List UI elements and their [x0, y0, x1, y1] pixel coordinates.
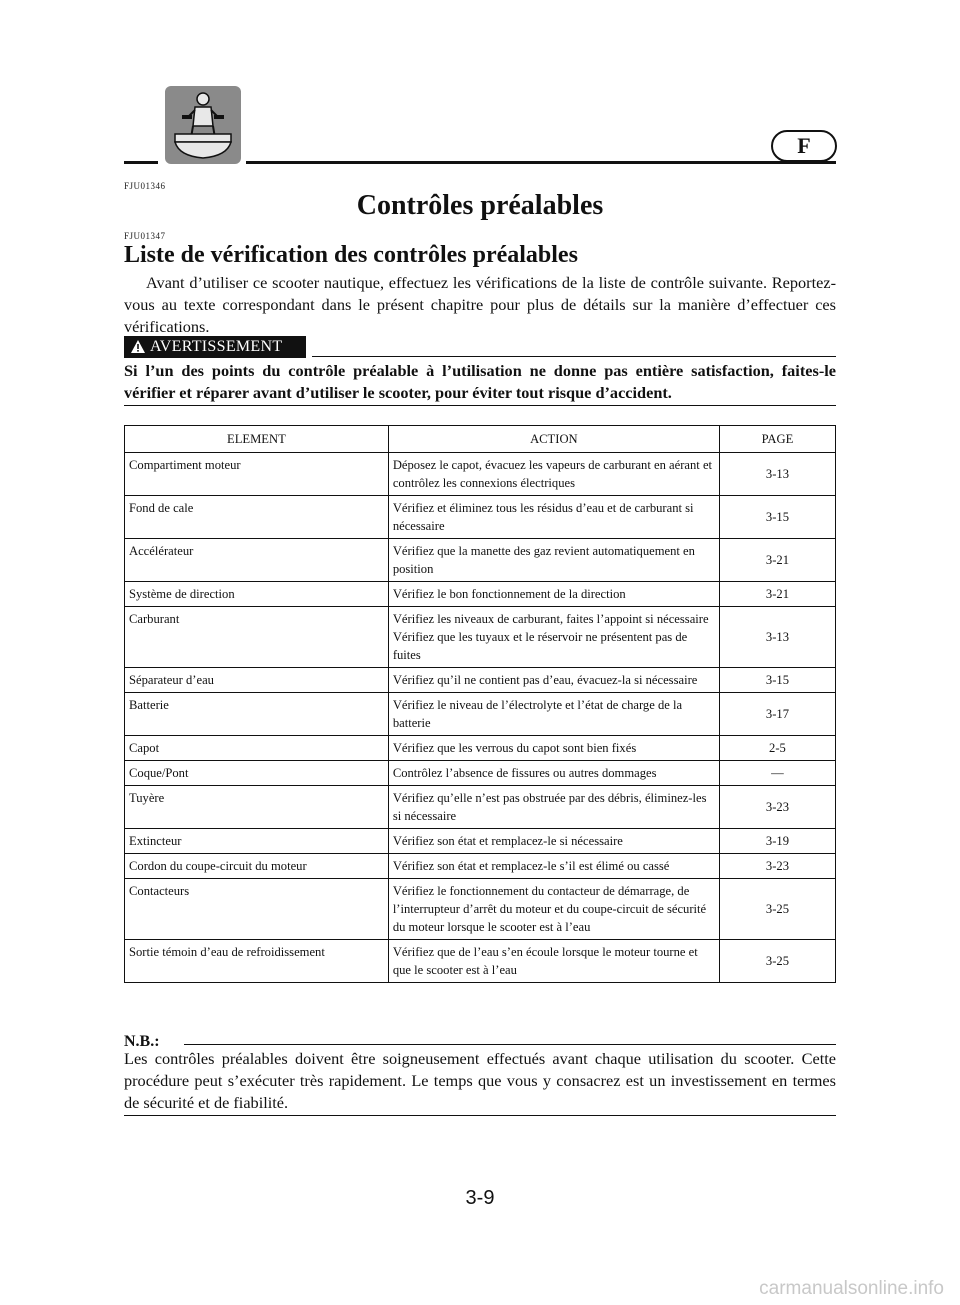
cell-page: 3-25 — [719, 940, 835, 983]
cell-action: Vérifiez qu’il ne contient pas d’eau, évacuez-la si nécessaire — [388, 668, 719, 693]
table-row — [125, 668, 836, 693]
warning-badge — [124, 336, 306, 358]
language-badge: F — [771, 130, 837, 162]
cell-page: — — [719, 761, 835, 786]
table-header-row — [125, 426, 836, 453]
note-rule — [184, 1044, 836, 1045]
cell-action: Vérifiez son état et remplacez-le s’il est élimé ou cassé — [388, 854, 719, 879]
table-row — [125, 539, 836, 582]
warning-triangle-icon — [130, 339, 146, 354]
table-row — [125, 940, 836, 983]
cell-action: Contrôlez l’absence de fissures ou autres dommages — [388, 761, 719, 786]
jet-ski-rider-icon — [165, 86, 241, 164]
cell-element: Coque/Pont — [125, 761, 389, 786]
table-row — [125, 736, 836, 761]
cell-element: Système de direction — [125, 582, 389, 607]
warning-label: AVERTISSEMENT — [150, 338, 283, 355]
warning-bottom-rule — [124, 405, 836, 406]
cell-element: Compartiment moteur — [125, 453, 389, 496]
note-bottom-rule — [124, 1115, 836, 1116]
cell-action: Vérifiez et éliminez tous les résidus d’eau et de carburant si nécessaire — [388, 496, 719, 539]
table-row — [125, 496, 836, 539]
cell-action: Vérifiez son état et remplacez-le si nécessaire — [388, 829, 719, 854]
table-row — [125, 453, 836, 496]
warning-text: Si l’un des points du contrôle préalable à l’utilisation ne donne pas entière satisfaction, faites-le vérifier et réparer avant d’utiliser le scooter, pour éviter tout risque d’accident. — [124, 361, 836, 402]
cell-action: Déposez le capot, évacuez les vapeurs de carburant en aérant et contrôlez les connexions électriques — [388, 453, 719, 496]
cell-action: Vérifiez qu’elle n’est pas obstruée par des débris, éliminez-les si nécessaire — [388, 786, 719, 829]
page-number: 3-9 — [465, 1187, 495, 1209]
cell-page: 3-21 — [719, 582, 835, 607]
cell-element: Cordon du coupe-circuit du moteur — [125, 854, 389, 879]
cell-page: 3-13 — [719, 607, 835, 668]
cell-element: Séparateur d’eau — [125, 668, 389, 693]
checklist-table — [124, 425, 836, 983]
cell-page: 3-25 — [719, 879, 835, 940]
table-row — [125, 607, 836, 668]
table-row — [125, 879, 836, 940]
cell-action: Vérifiez que de l’eau s’en écoule lorsque le moteur tourne et que le scooter est à l’eau — [388, 940, 719, 983]
cell-element: Contacteurs — [125, 879, 389, 940]
cell-page: 3-13 — [719, 453, 835, 496]
note-text: Les contrôles préalables doivent être soigneusement effectués avant chaque utilisation du scooter. Cette procédure peut s’exécuter très rapidement. Le temps que vous y consacrez est un investissement en termes de sécurité et de fiabilité. — [124, 1049, 836, 1112]
cell-action: Vérifiez que les verrous du capot sont bien fixés — [388, 736, 719, 761]
cell-page: 3-19 — [719, 829, 835, 854]
cell-element: Fond de cale — [125, 496, 389, 539]
cell-page: 3-17 — [719, 693, 835, 736]
column-header-element: ELEMENT — [125, 426, 389, 453]
table-row — [125, 693, 836, 736]
cell-element: Batterie — [125, 693, 389, 736]
cell-element: Accélérateur — [125, 539, 389, 582]
header-rule-right — [246, 161, 836, 164]
page-title: Contrôles préalables — [356, 190, 604, 221]
warning-rule — [312, 356, 836, 357]
table-row — [125, 786, 836, 829]
cell-element: Tuyère — [125, 786, 389, 829]
note-label: N.B.: — [124, 1033, 160, 1050]
subsection-code: FJU01347 — [124, 231, 166, 241]
watermark: carmanualsonline.info — [759, 1278, 944, 1299]
column-header-action: ACTION — [388, 426, 719, 453]
cell-element: Extincteur — [125, 829, 389, 854]
section-code: FJU01346 — [124, 181, 166, 191]
cell-page: 3-21 — [719, 539, 835, 582]
cell-page: 2-5 — [719, 736, 835, 761]
cell-action: Vérifiez le bon fonctionnement de la direction — [388, 582, 719, 607]
table-row — [125, 829, 836, 854]
table-row — [125, 582, 836, 607]
table-row — [125, 761, 836, 786]
cell-page: 3-23 — [719, 786, 835, 829]
cell-action: Vérifiez que la manette des gaz revient automatiquement en position — [388, 539, 719, 582]
cell-element: Carburant — [125, 607, 389, 668]
cell-action: Vérifiez les niveaux de carburant, faites l’appoint si nécessaire Vérifiez que les tuyaux et le réservoir ne présentent pas de fuites — [388, 607, 719, 668]
cell-page: 3-23 — [719, 854, 835, 879]
header-rule-left — [124, 161, 158, 164]
table-row — [125, 854, 836, 879]
cell-page: 3-15 — [719, 496, 835, 539]
cell-action: Vérifiez le niveau de l’électrolyte et l’état de charge de la batterie — [388, 693, 719, 736]
column-header-page: PAGE — [719, 426, 835, 453]
subsection-title: Liste de vérification des contrôles préalables — [124, 242, 578, 268]
cell-page: 3-15 — [719, 668, 835, 693]
cell-element: Sortie témoin d’eau de refroidissement — [125, 940, 389, 983]
cell-element: Capot — [125, 736, 389, 761]
cell-action: Vérifiez le fonctionnement du contacteur de démarrage, de l’interrupteur d’arrêt du moteur et du coupe-circuit de sécurité du moteur lorsque le scooter est à l’eau — [388, 879, 719, 940]
intro-paragraph: Avant d’utiliser ce scooter nautique, effectuez les vérifications de la liste de contrôle suivante. Reportez-vous au texte correspondant dans le présent chapitre pour plus de détails sur la manière d’effectuer ces vérifications. — [124, 273, 836, 336]
